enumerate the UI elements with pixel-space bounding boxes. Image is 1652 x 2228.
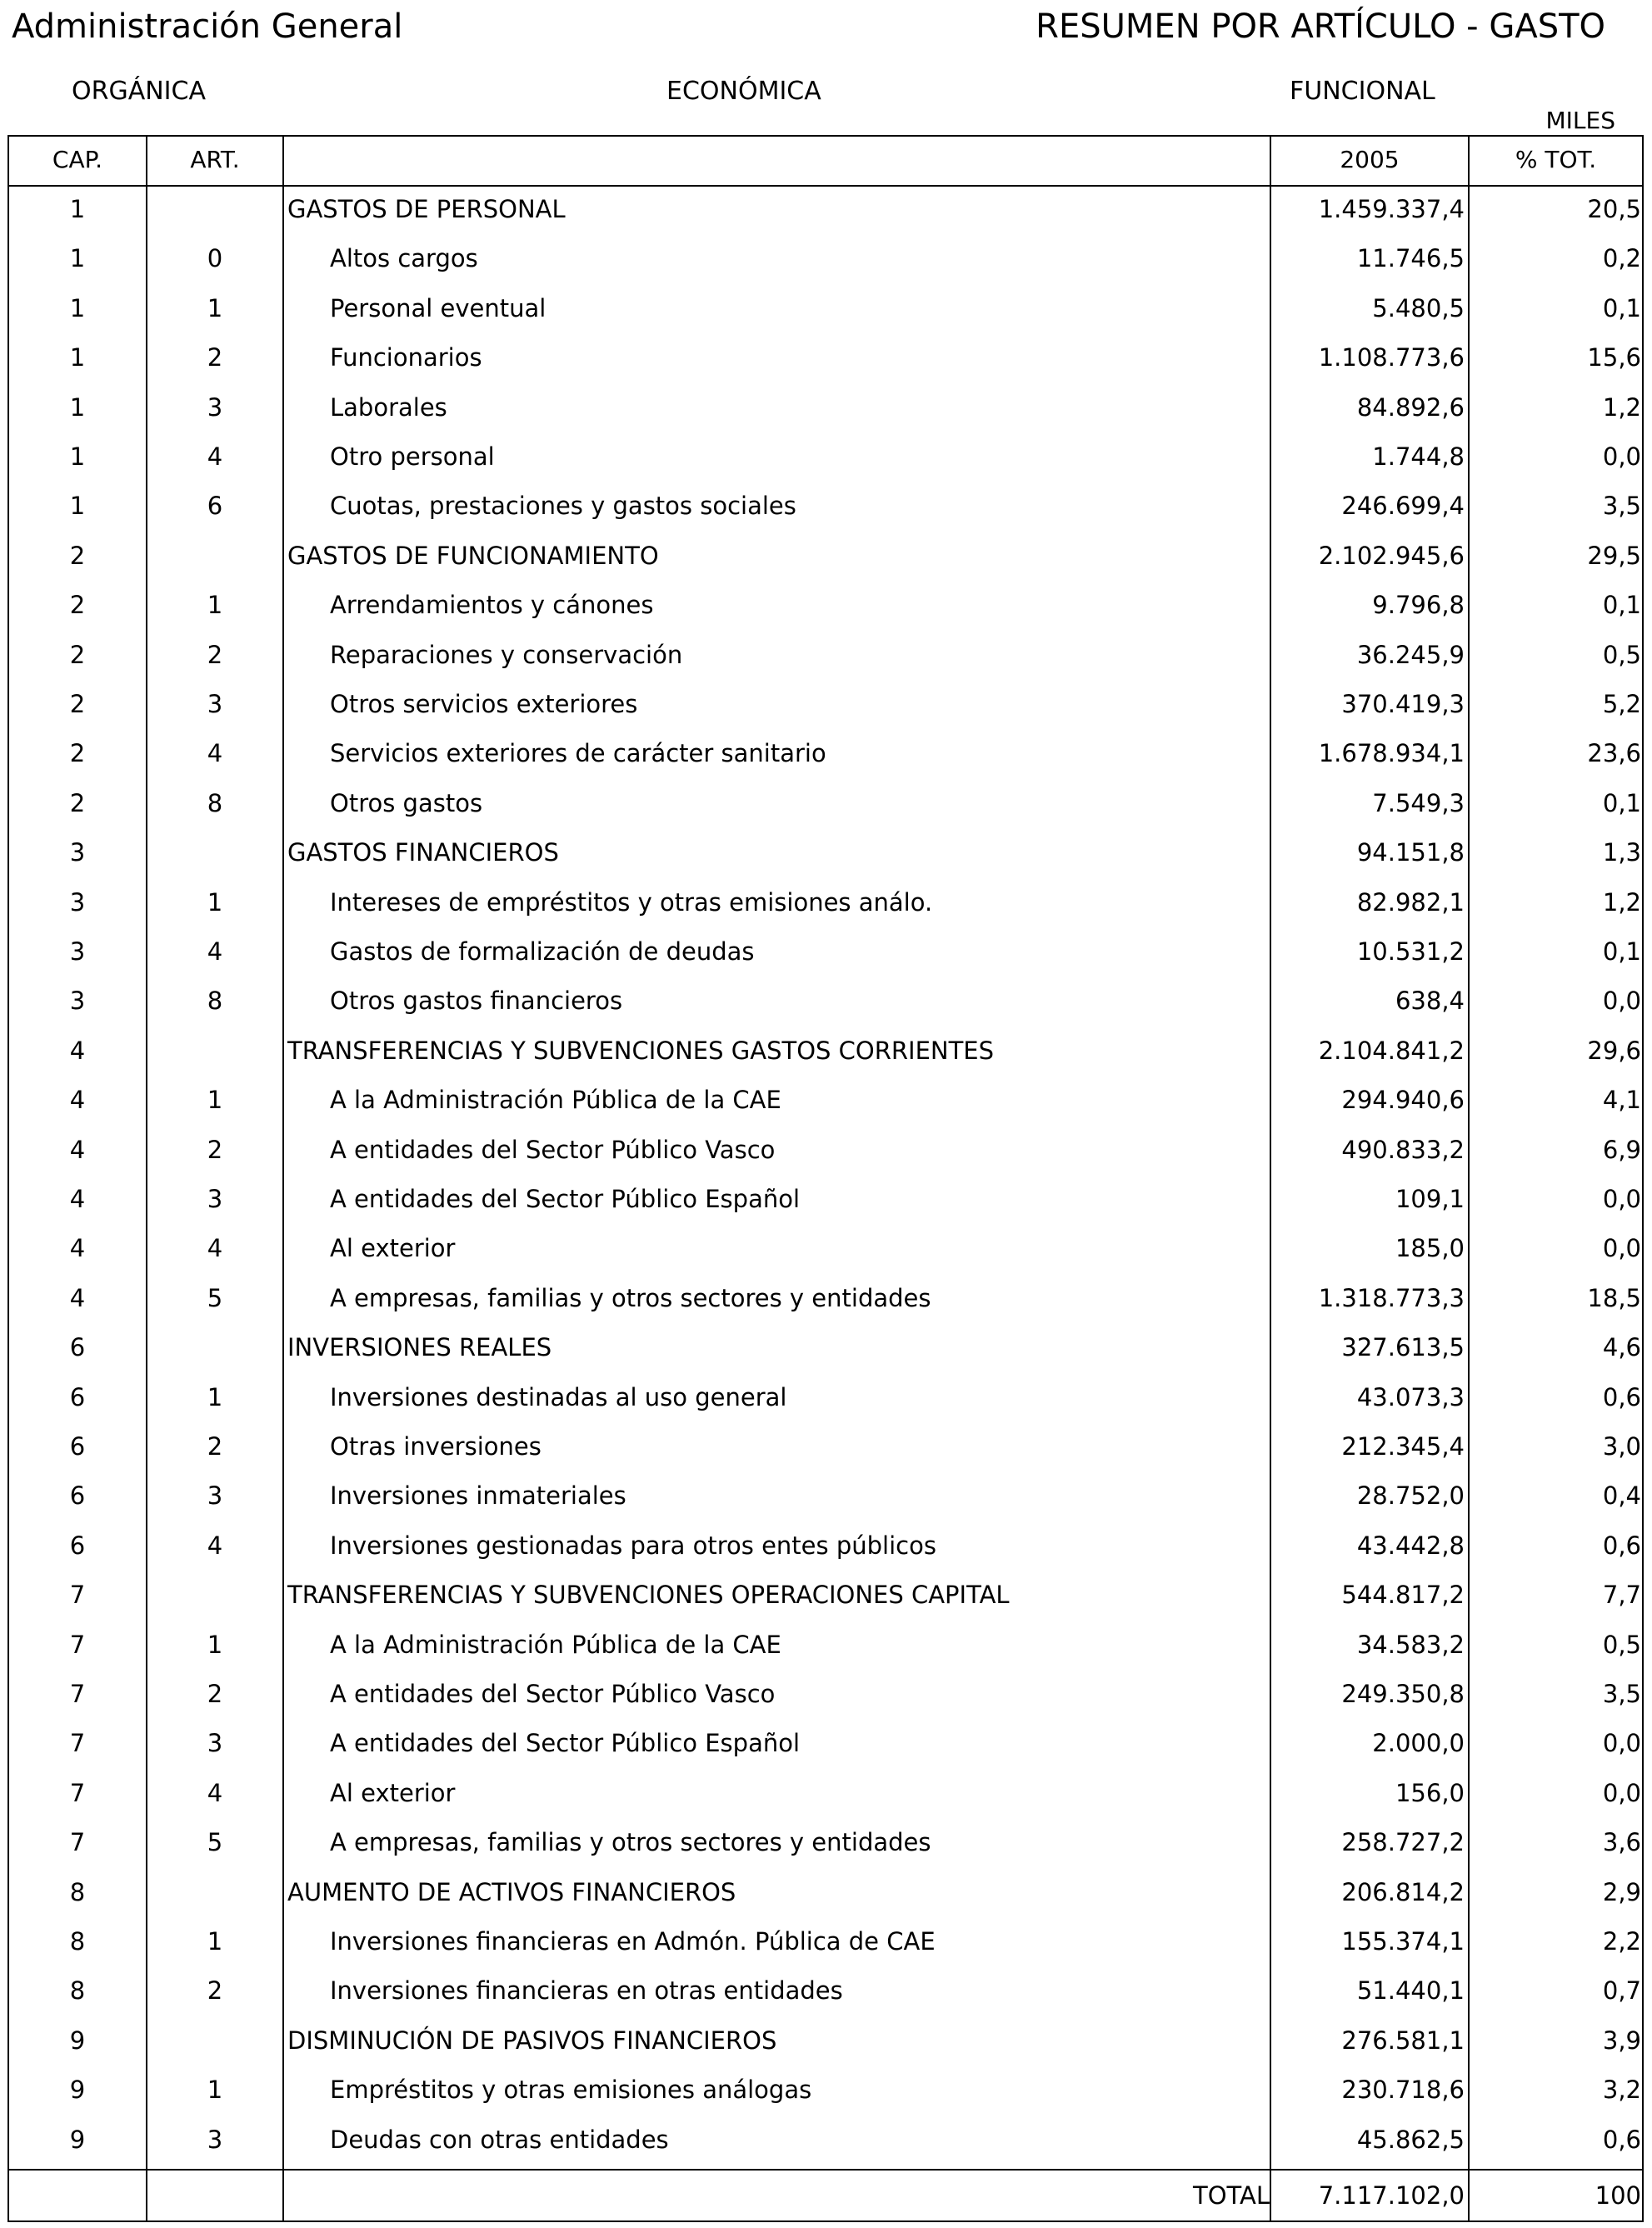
cap-cell: 1 [69, 293, 86, 322]
amount-cell: 45.862,5 [1356, 2125, 1465, 2154]
subheader-economica: ECONÓMICA [666, 77, 821, 106]
art-cell: 2 [207, 1432, 223, 1461]
table-row [0, 1669, 1652, 1719]
cap-cell: 2 [69, 690, 86, 718]
cap-cell: 8 [69, 1877, 86, 1906]
table-row [0, 679, 1652, 729]
art-cell: 3 [207, 2125, 223, 2154]
art-cell: 2 [207, 343, 223, 372]
description-cell: Al exterior [330, 1778, 456, 1807]
art-cell: 3 [207, 1481, 223, 1511]
table-row [0, 1521, 1652, 1571]
table-row [0, 1322, 1652, 1372]
percent-cell: 2,2 [1602, 1927, 1641, 1956]
amount-cell: 43.442,8 [1356, 1531, 1465, 1560]
cap-cell: 1 [69, 442, 86, 471]
amount-cell: 258.727,2 [1341, 1828, 1465, 1857]
art-cell: 4 [207, 1234, 223, 1263]
cap-cell: 6 [69, 1333, 86, 1362]
art-cell: 2 [207, 1976, 223, 2006]
art-cell: 1 [207, 1382, 223, 1411]
percent-cell: 18,5 [1587, 1283, 1641, 1312]
total-amount: 7.117.102,0 [1318, 2181, 1465, 2210]
table-row [0, 630, 1652, 680]
description-cell: A entidades del Sector Público Vasco [330, 1680, 776, 1708]
amount-cell: 638,4 [1395, 987, 1465, 1016]
cap-cell: 6 [69, 1481, 86, 1511]
percent-cell: 20,5 [1587, 195, 1641, 223]
description-cell: Otros gastos [330, 788, 483, 817]
cap-cell: 2 [69, 739, 86, 768]
percent-cell: 29,6 [1587, 1036, 1641, 1065]
amount-cell: 2.104.841,2 [1318, 1036, 1465, 1065]
cap-cell: 2 [69, 788, 86, 817]
table-row [0, 1620, 1652, 1670]
art-cell: 8 [207, 987, 223, 1016]
table-row [0, 531, 1652, 581]
amount-cell: 294.940,6 [1341, 1086, 1465, 1115]
subheader-funcional: FUNCIONAL [1290, 77, 1435, 106]
total-percent: 100 [1595, 2181, 1641, 2210]
table-row [0, 1174, 1652, 1224]
amount-cell: 43.073,3 [1356, 1382, 1465, 1411]
table-row [0, 184, 1652, 234]
table-row [0, 1223, 1652, 1273]
percent-cell: 0,0 [1602, 1234, 1641, 1263]
description-cell: A la Administración Pública de la CAE [330, 1630, 781, 1659]
amount-cell: 155.374,1 [1341, 1927, 1465, 1956]
amount-cell: 212.345,4 [1341, 1432, 1465, 1461]
art-cell: 4 [207, 739, 223, 768]
subheader-organica: ORGÁNICA [72, 77, 206, 106]
description-cell: Inversiones financieras en otras entidades [330, 1976, 843, 2006]
amount-cell: 36.245,9 [1356, 640, 1465, 669]
cap-cell: 9 [69, 2076, 86, 2105]
art-cell: 3 [207, 1185, 223, 1213]
amount-cell: 544.817,2 [1341, 1581, 1465, 1610]
amount-cell: 206.814,2 [1341, 1877, 1465, 1906]
cap-cell: 6 [69, 1432, 86, 1461]
description-cell: Deudas con otras entidades [330, 2125, 669, 2154]
amount-cell: 1.744,8 [1372, 442, 1465, 471]
description-cell: Inversiones destinadas al uso general [330, 1382, 787, 1411]
amount-cell: 10.531,2 [1356, 937, 1465, 966]
amount-cell: 1.459.337,4 [1318, 195, 1465, 223]
cap-cell: 1 [69, 195, 86, 223]
art-cell: 8 [207, 788, 223, 817]
amount-cell: 84.892,6 [1356, 392, 1465, 422]
cap-cell: 3 [69, 987, 86, 1016]
cap-cell: 7 [69, 1680, 86, 1708]
table-row [0, 1026, 1652, 1076]
amount-cell: 1.678.934,1 [1318, 739, 1465, 768]
cap-cell: 9 [69, 2125, 86, 2154]
percent-cell: 2,9 [1602, 1877, 1641, 1906]
description-cell: Intereses de empréstitos y otras emisiones análo. [330, 887, 933, 917]
table-row [0, 1867, 1652, 1917]
description-cell: Otras inversiones [330, 1432, 542, 1461]
percent-cell: 0,0 [1602, 987, 1641, 1016]
amount-cell: 185,0 [1395, 1234, 1465, 1263]
table-row [0, 432, 1652, 482]
table-row [0, 728, 1652, 778]
cap-cell: 3 [69, 937, 86, 966]
table-row [0, 2115, 1652, 2165]
percent-cell: 0,6 [1602, 1382, 1641, 1411]
percent-cell: 0,0 [1602, 442, 1641, 471]
cap-cell: 4 [69, 1185, 86, 1213]
table-row [0, 1718, 1652, 1768]
percent-cell: 4,6 [1602, 1333, 1641, 1362]
amount-cell: 370.419,3 [1341, 690, 1465, 718]
description-cell: A entidades del Sector Público Español [330, 1729, 801, 1758]
cap-cell: 9 [69, 2026, 86, 2055]
amount-cell: 230.718,6 [1341, 2076, 1465, 2105]
cap-cell: 7 [69, 1630, 86, 1659]
table-row [0, 877, 1652, 927]
cap-cell: 6 [69, 1382, 86, 1411]
percent-cell: 7,7 [1602, 1581, 1641, 1610]
art-cell: 3 [207, 392, 223, 422]
table-row [0, 827, 1652, 877]
percent-cell: 3,2 [1602, 2076, 1641, 2105]
cap-cell: 1 [69, 392, 86, 422]
art-cell: 3 [207, 1729, 223, 1758]
units-label: MILES [1545, 107, 1615, 134]
cap-cell: 4 [69, 1283, 86, 1312]
table-row [0, 778, 1652, 828]
cap-cell: 2 [69, 640, 86, 669]
cap-cell: 1 [69, 492, 86, 521]
percent-cell: 0,1 [1602, 293, 1641, 322]
table-row [0, 1372, 1652, 1422]
art-cell: 5 [207, 1828, 223, 1857]
percent-cell: 0,5 [1602, 640, 1641, 669]
description-cell: Cuotas, prestaciones y gastos sociales [330, 492, 796, 521]
art-cell: 3 [207, 690, 223, 718]
cap-cell: 7 [69, 1828, 86, 1857]
percent-cell: 3,0 [1602, 1432, 1641, 1461]
description-cell: Inversiones financieras en Admón. Pública de CAE [330, 1927, 936, 1956]
cap-cell: 8 [69, 1976, 86, 2006]
description-cell: GASTOS FINANCIEROS [287, 838, 559, 867]
description-cell: Inversiones gestionadas para otros entes públicos [330, 1531, 936, 1560]
description-cell: Servicios exteriores de carácter sanitario [330, 739, 826, 768]
cap-cell: 6 [69, 1531, 86, 1560]
table-row [0, 2016, 1652, 2066]
column-header-cap: CAP. [52, 146, 103, 173]
percent-cell: 3,5 [1602, 492, 1641, 521]
description-cell: Otros servicios exteriores [330, 690, 638, 718]
cap-cell: 8 [69, 1927, 86, 1956]
total-label: TOTAL [1193, 2181, 1270, 2210]
art-cell: 2 [207, 1680, 223, 1708]
art-cell: 4 [207, 1778, 223, 1807]
amount-cell: 5.480,5 [1372, 293, 1465, 322]
amount-cell: 156,0 [1395, 1778, 1465, 1807]
description-cell: Gastos de formalización de deudas [330, 937, 755, 966]
description-cell: Reparaciones y conservación [330, 640, 683, 669]
description-cell: Otros gastos financieros [330, 987, 623, 1016]
description-cell: Funcionarios [330, 343, 482, 372]
cap-cell: 2 [69, 541, 86, 570]
amount-cell: 94.151,8 [1356, 838, 1465, 867]
column-header-art: ART. [190, 146, 240, 173]
amount-cell: 51.440,1 [1356, 1976, 1465, 2006]
table-row [0, 283, 1652, 333]
amount-cell: 11.746,5 [1356, 244, 1465, 273]
description-cell: INVERSIONES REALES [287, 1333, 552, 1362]
amount-cell: 82.982,1 [1356, 887, 1465, 917]
art-cell: 1 [207, 2076, 223, 2105]
description-cell: DISMINUCIÓN DE PASIVOS FINANCIEROS [287, 2026, 777, 2055]
table-row [0, 1125, 1652, 1175]
cap-cell: 4 [69, 1234, 86, 1263]
art-cell: 1 [207, 1630, 223, 1659]
table-row [0, 1916, 1652, 1966]
description-cell: Personal eventual [330, 293, 547, 322]
total-row [0, 2171, 1652, 2221]
table-row [0, 481, 1652, 531]
description-cell: A entidades del Sector Público Español [330, 1185, 801, 1213]
cap-cell: 1 [69, 244, 86, 273]
art-cell: 6 [207, 492, 223, 521]
description-cell: A empresas, familias y otros sectores y entidades [330, 1283, 931, 1312]
report-title: RESUMEN POR ARTÍCULO - GASTO [1036, 7, 1605, 46]
document-title: Administración General [12, 7, 403, 46]
cap-cell: 3 [69, 887, 86, 917]
percent-cell: 3,5 [1602, 1680, 1641, 1708]
percent-cell: 0,0 [1602, 1778, 1641, 1807]
art-cell: 1 [207, 887, 223, 917]
description-cell: Otro personal [330, 442, 495, 471]
percent-cell: 0,6 [1602, 1531, 1641, 1560]
percent-cell: 15,6 [1587, 343, 1641, 372]
table-row [0, 2065, 1652, 2115]
description-cell: TRANSFERENCIAS Y SUBVENCIONES OPERACIONES CAPITAL [287, 1581, 1010, 1610]
percent-cell: 3,9 [1602, 2026, 1641, 2055]
table-row [0, 580, 1652, 630]
table-row [0, 1075, 1652, 1125]
column-header-year: 2005 [1340, 146, 1400, 173]
cap-cell: 4 [69, 1086, 86, 1115]
art-cell: 4 [207, 442, 223, 471]
percent-cell: 0,1 [1602, 788, 1641, 817]
amount-cell: 2.102.945,6 [1318, 541, 1465, 570]
percent-cell: 0,0 [1602, 1185, 1641, 1213]
table-row [0, 1817, 1652, 1867]
percent-cell: 29,5 [1587, 541, 1641, 570]
amount-cell: 7.549,3 [1372, 788, 1465, 817]
column-header-pct: % TOT. [1515, 146, 1597, 173]
art-cell: 1 [207, 1927, 223, 1956]
amount-cell: 327.613,5 [1341, 1333, 1465, 1362]
description-cell: Arrendamientos y cánones [330, 591, 654, 620]
table-row [0, 1966, 1652, 2016]
percent-cell: 4,1 [1602, 1086, 1641, 1115]
table-row [0, 1471, 1652, 1521]
percent-cell: 0,7 [1602, 1976, 1641, 2006]
percent-cell: 5,2 [1602, 690, 1641, 718]
table-row [0, 332, 1652, 382]
amount-cell: 34.583,2 [1356, 1630, 1465, 1659]
table-row [0, 976, 1652, 1026]
art-cell: 1 [207, 591, 223, 620]
cap-cell: 2 [69, 591, 86, 620]
percent-cell: 1,3 [1602, 838, 1641, 867]
percent-cell: 0,5 [1602, 1630, 1641, 1659]
amount-cell: 276.581,1 [1341, 2026, 1465, 2055]
amount-cell: 1.318.773,3 [1318, 1283, 1465, 1312]
percent-cell: 0,4 [1602, 1481, 1641, 1511]
art-cell: 1 [207, 293, 223, 322]
cap-cell: 1 [69, 343, 86, 372]
description-cell: Inversiones inmateriales [330, 1481, 626, 1511]
art-cell: 4 [207, 937, 223, 966]
art-cell: 4 [207, 1531, 223, 1560]
amount-cell: 28.752,0 [1356, 1481, 1465, 1511]
percent-cell: 0,0 [1602, 1729, 1641, 1758]
amount-cell: 9.796,8 [1372, 591, 1465, 620]
table-row [0, 927, 1652, 977]
description-cell: A la Administración Pública de la CAE [330, 1086, 781, 1115]
description-cell: GASTOS DE FUNCIONAMIENTO [287, 541, 659, 570]
description-cell: Altos cargos [330, 244, 478, 273]
description-cell: A entidades del Sector Público Vasco [330, 1135, 776, 1164]
cap-cell: 4 [69, 1135, 86, 1164]
percent-cell: 1,2 [1602, 392, 1641, 422]
percent-cell: 0,2 [1602, 244, 1641, 273]
percent-cell: 6,9 [1602, 1135, 1641, 1164]
percent-cell: 0,1 [1602, 591, 1641, 620]
description-cell: GASTOS DE PERSONAL [287, 195, 566, 223]
art-cell: 2 [207, 1135, 223, 1164]
art-cell: 5 [207, 1283, 223, 1312]
amount-cell: 490.833,2 [1341, 1135, 1465, 1164]
cap-cell: 3 [69, 838, 86, 867]
cap-cell: 7 [69, 1778, 86, 1807]
description-cell: Empréstitos y otras emisiones análogas [330, 2076, 812, 2105]
amount-cell: 1.108.773,6 [1318, 343, 1465, 372]
description-cell: Laborales [330, 392, 447, 422]
description-cell: Al exterior [330, 1234, 456, 1263]
cap-cell: 7 [69, 1581, 86, 1610]
table-row [0, 1421, 1652, 1471]
art-cell: 0 [207, 244, 223, 273]
percent-cell: 0,6 [1602, 2125, 1641, 2154]
amount-cell: 246.699,4 [1341, 492, 1465, 521]
description-cell: TRANSFERENCIAS Y SUBVENCIONES GASTOS CORRIENTES [287, 1036, 995, 1065]
amount-cell: 249.350,8 [1341, 1680, 1465, 1708]
table-row [0, 1768, 1652, 1818]
cap-cell: 4 [69, 1036, 86, 1065]
table-row [0, 233, 1652, 283]
amount-cell: 2.000,0 [1372, 1729, 1465, 1758]
table-row [0, 1273, 1652, 1323]
description-cell: A empresas, familias y otros sectores y entidades [330, 1828, 931, 1857]
percent-cell: 0,1 [1602, 937, 1641, 966]
amount-cell: 109,1 [1395, 1185, 1465, 1213]
description-cell: AUMENTO DE ACTIVOS FINANCIEROS [287, 1877, 736, 1906]
percent-cell: 23,6 [1587, 739, 1641, 768]
table-row [0, 382, 1652, 432]
percent-cell: 1,2 [1602, 887, 1641, 917]
cap-cell: 7 [69, 1729, 86, 1758]
art-cell: 2 [207, 640, 223, 669]
percent-cell: 3,6 [1602, 1828, 1641, 1857]
art-cell: 1 [207, 1086, 223, 1115]
table-row [0, 1570, 1652, 1620]
